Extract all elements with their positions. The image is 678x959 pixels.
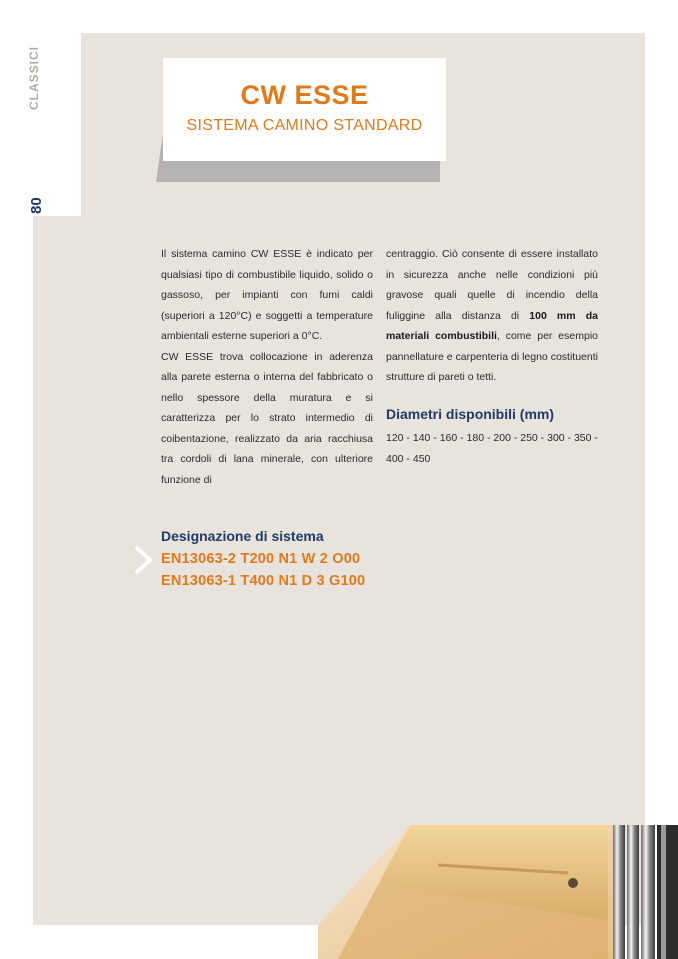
designation-line: EN13063-1 T400 N1 D 3 G100 [161,573,366,589]
body-paragraph: CW ESSE trova collocazione in aderenza alla parete esterna o interna del fabbricato o nello spessore della muratura e si caratterizza per lo strato intermedio di coibentazione, realizzato da aria racchiusa tra cordoli di lana minerale, con ulteriore funzione di [161,350,373,486]
body-column-right [386,244,598,388]
chimney-section-photo [318,825,678,959]
title-box [163,58,446,161]
body-text-segment: centraggio. Ciò consente di essere installato in sicurezza anche nelle condizioni più gravose quali quelle di incendio della fuliggine alla distanza di [386,248,598,322]
body-column-left [161,244,373,490]
body-text-bold: 100 mm da materiali combustibili [386,309,598,342]
body-paragraph [386,244,598,388]
diameters-values: 120 - 140 - 160 - 180 - 200 - 250 - 300 - 350 - 400 - 450 [386,432,598,465]
chevron-right-icon [132,545,154,575]
page-subtitle: SISTEMA CAMINO STANDARD [186,117,423,134]
diameters-heading: Diametri disponibili (mm) [386,406,555,422]
designation-line: EN13063-2 T200 N1 W 2 O00 [161,551,361,567]
body-paragraph: Il sistema camino CW ESSE è indicato per qualsiasi tipo di combustibile liquido, solido o gassoso, per impianti con fumi caldi (superiori a 120°C) e soggetti a temperature ambientali esterne superiori a 0°C. [161,248,373,342]
page-number: 80 [28,197,45,214]
section-label: CLASSICI [27,45,41,110]
body-text-segment: , come per esempio pannellature e carpenteria di legno costituenti strutture di pareti o tetti. [386,330,598,383]
designation-heading: Designazione di sistema [161,528,324,544]
page-title: CW ESSE [240,80,369,110]
